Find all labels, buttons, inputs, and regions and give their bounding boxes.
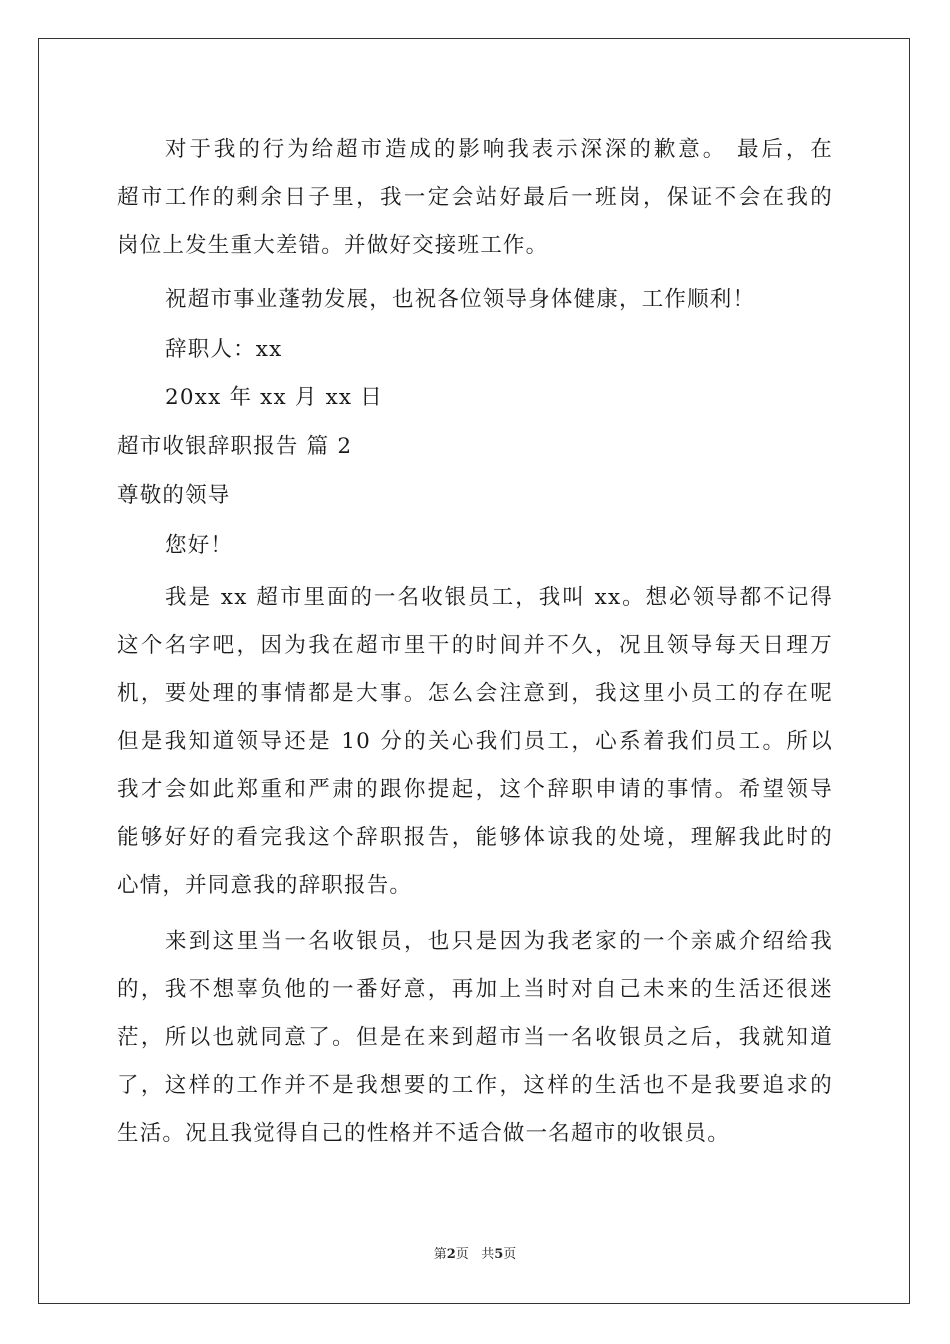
paragraph-line: 我是 xx 超市里面的一名收银员工，我叫 xx。想必领导都不记得: [165, 585, 833, 610]
greeting: 您好！: [165, 533, 234, 558]
paragraph-line: 来到这里当一名收银员，也只是因为我老家的一个亲戚介绍给我: [165, 929, 833, 954]
paragraph-line: 了，这样的工作并不是我想要的工作，这样的生活也不是我要追求的: [117, 1073, 833, 1098]
page-prefix: 第: [433, 1247, 447, 1262]
page-suffix: 页: [455, 1247, 469, 1262]
salutation: 尊敬的领导: [117, 483, 231, 508]
signature-line: 辞职人：xx: [165, 337, 283, 362]
paragraph-line: 我才会如此郑重和严肃的跟你提起，这个辞职申请的事情。希望领导: [117, 777, 833, 802]
current-page-number: 2: [446, 1247, 456, 1262]
paragraph-line: 祝超市事业蓬勃发展，也祝各位领导身体健康，工作顺利！: [165, 287, 756, 312]
paragraph-line: 对于我的行为给超市造成的影响我表示深深的歉意。 最后，在: [165, 137, 833, 162]
paragraph-line: 茫，所以也就同意了。但是在来到超市当一名收银员之后，我就知道: [117, 1025, 833, 1050]
page-footer: [0, 1246, 950, 1264]
total-page-number: 5: [494, 1247, 504, 1262]
section-heading: 超市收银辞职报告 篇 2: [117, 434, 353, 459]
paragraph-line: 心情，并同意我的辞职报告。: [117, 873, 413, 898]
paragraph-line: 的，我不想辜负他的一番好意，再加上当时对自己未来的生活还很迷: [117, 977, 833, 1002]
paragraph-line: 超市工作的剩余日子里，我一定会站好最后一班岗，保证不会在我的: [117, 185, 833, 210]
paragraph-line: 岗位上发生重大差错。并做好交接班工作。: [117, 233, 549, 258]
paragraph-line: 生活。况且我觉得自己的性格并不适合做一名超市的收银员。: [117, 1121, 730, 1146]
paragraph-line: 机，要处理的事情都是大事。怎么会注意到，我这里小员工的存在呢: [117, 681, 833, 706]
total-suffix: 页: [503, 1247, 517, 1262]
paragraph-line: 这个名字吧，因为我在超市里干的时间并不久，况且领导每天日理万: [117, 633, 833, 658]
total-prefix: 共: [481, 1247, 495, 1262]
paragraph-line: 能够好好的看完我这个辞职报告，能够体谅我的处境，理解我此时的: [117, 825, 833, 850]
paragraph-line: 但是我知道领导还是 10 分的关心我们员工，心系着我们员工。所以: [117, 729, 833, 754]
date-line: 20xx 年 xx 月 xx 日: [165, 385, 383, 410]
